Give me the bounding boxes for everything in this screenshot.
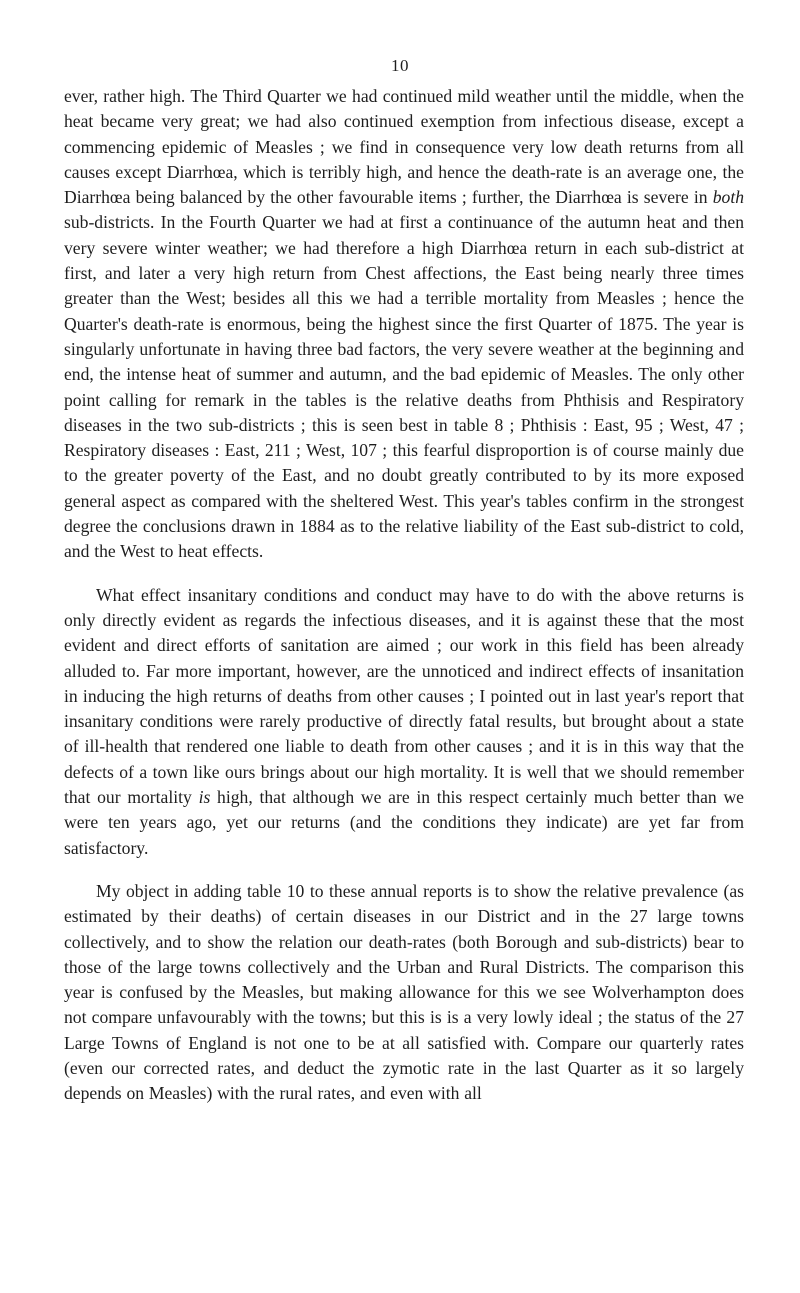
paragraph-text: sub-districts. In the Fourth Quarter we had at first a continuance of the autumn heat and then very severe winter weather; we had therefore a high Diarrhœa return in each sub-district at first, and later a very high return from Chest affections, the East being nearly three times greater than the West; besides all this we had a terrible mortality from Measles ; hence the Quarter's death-rate is enormous, being the highest since the first Quarter of 1875. The year is singularly unfortunate in having three bad factors, the very severe weather at the beginning and end, the intense heat of summer and autumn, and the bad epidemic of Measles. The only other point calling for remark in the tables is the relative deaths from Phthisis and Respiratory diseases in the two sub-districts ; this is seen best in table 8 ; Phthisis : East, 95 ; West, 47 ; Respiratory diseases : East, 211 ; West, 107 ; this fearful disproportion is of course mainly due to the greater poverty of the East, and no doubt greatly contributed to by its more exposed general aspect as compared with the sheltered West. This year's tables confirm in the strongest degree the conclusions drawn in 1884 as to the relative liability of the East sub-district to cold, and the West to heat effects. <box>64 212 744 562</box>
paragraph-text: What effect insanitary conditions and conduct may have to do with the above returns is only directly evident as regards the infectious diseases, and it is against these that the most evident and direct efforts of sanitation are aimed ; our work in this field has been already alluded to. Far more important, however, are the unnoticed and indirect effects of insanitation in inducing the high returns of deaths from other causes ; I pointed out in last year's report that insanitary conditions were rarely productive of directly fatal results, but brought about a state of ill-health that rendered one liable to death from other causes ; and it is in this way that the defects of a town like ours brings about our high mortality. It is well that we should remember that our mortality <box>64 584 744 808</box>
emphasis-text: both <box>712 187 744 208</box>
paragraph-text: My object in adding table 10 to these annual reports is to show the relative prevalence (as estimated by their deaths) of certain diseases in our District and in the 27 large towns collectively, and to show the relation our death-rates (both Borough and sub-districts) bear to those of the large towns collectively and the Urban and Rural Districts. The comparison this year is confused by the Measles, but making allowance for this we see Wolverhampton does not compare unfavourably with the towns; but this is is a very lowly ideal ; the status of the 27 Large Towns of England is not one to be at all satisfied with. Compare our quarterly rates (even our corrected rates, and deduct the zymotic rate in the last Quarter as it so largely depends on Measles) with the rural rates, and even with all <box>64 880 744 1104</box>
page-number: 10 <box>391 56 409 75</box>
paragraph-text: ever, rather high. The Third Quarter we had continued mild weather until the middle, when the heat became very great; we had also continued exemption from infectious disease, except a commencing epidemic of Measles ; we find in consequence very low death returns from all causes except Diarrhœa, which is terribly high, and hence the death-rate is an average one, the Diarrhœa being balanced by the other favourable items ; further, the Diarrhœa is severe in <box>64 86 744 208</box>
paragraph-insanitary-conditions <box>64 583 744 861</box>
emphasis-text: is <box>198 787 211 808</box>
paragraph-text: high, that although we are in this respect certainly much better than we were ten years ago, yet our returns (and the conditions they indicate) are yet far from satisfactory. <box>64 787 744 858</box>
paragraph-seasonal-quarters <box>64 84 744 565</box>
paragraph-table-ten <box>64 879 744 1107</box>
body-text <box>64 84 744 1107</box>
